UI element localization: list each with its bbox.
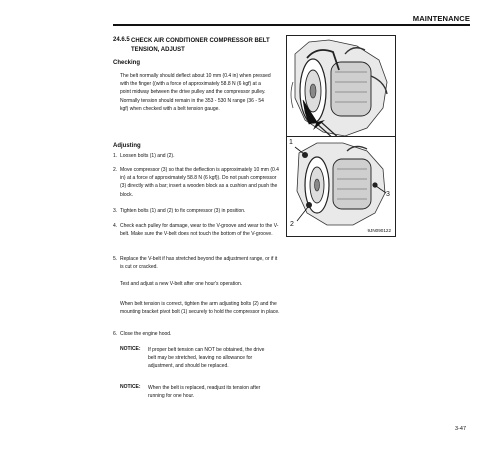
- adjusting-heading: Adjusting: [113, 143, 141, 149]
- page-number: 3-47: [455, 426, 467, 432]
- callout-label: 2: [290, 221, 294, 228]
- checking-text: The belt normally should deflect about 10 mm (0.4 in) when pressed with the finger ((with a force of approximately 58.8 N (6 kgf) at a point midway between the drive pulley and the compressor pulley. Normally tension should remain in the 353 - 530 N range (36 - 54 kgf) when checked with a belt tension gauge.: [120, 73, 271, 112]
- checking-heading: Checking: [113, 60, 141, 66]
- step-number: 2.: [113, 167, 118, 173]
- step-number: 3.: [113, 208, 118, 214]
- header-title: MAINTENANCE: [412, 14, 470, 23]
- step-text: Tighten bolts (1) and (2) to fix compressor (3) in position.: [120, 208, 246, 214]
- step-text: Loosen bolts (1) and (2).: [120, 153, 175, 159]
- step-note-text: Test and adjust a new V-belt after one hour's operation.: [120, 281, 243, 287]
- step-number: 6.: [113, 331, 118, 337]
- notice-label: NOTICE:: [120, 384, 141, 390]
- step-number: 4.: [113, 223, 118, 229]
- step-text: Close the engine hood.: [120, 331, 172, 337]
- notice-text: When the belt is replaced, readjust its tension after running for one hour.: [148, 385, 261, 400]
- step-text: Replace the V-belt if has stretched beyond the adjustment range, or if it is cut or cracked.: [120, 256, 278, 271]
- step-number: 1.: [113, 153, 118, 159]
- step-note-text: When belt tension is correct, tighten the arm adjusting bolts (2) and the mounting bracket pivot bolt (1) securely to hold the compressor in place.: [120, 301, 280, 316]
- compressor-illustration: [287, 36, 395, 144]
- notice-label: NOTICE:: [120, 346, 141, 352]
- header-rule: [113, 24, 470, 26]
- step-text: Check each pulley for damage, wear to the V-groove and wear to the V-belt. Make sure the V-belt does not touch the bottom of the V-groove.: [120, 223, 279, 238]
- callout-label: 3: [386, 191, 390, 198]
- section-number: 24.6.5: [113, 37, 130, 43]
- section-title: CHECK AIR CONDITIONER COMPRESSOR BELT TENSION, ADJUST: [131, 38, 270, 53]
- figure-compressor-belt: [286, 35, 396, 145]
- step-number: 5.: [113, 256, 118, 262]
- compressor-bolts-illustration: [287, 137, 395, 236]
- notice-text: If proper belt tension can NOT be obtained, the drive belt may be stretched, leaving no allowance for adjustment, and should be replaced.: [148, 347, 265, 370]
- figure-compressor-bolts: [286, 136, 396, 237]
- figure-code: 9JN090122: [367, 228, 391, 233]
- step-text: Move compressor (3) so that the deflection is approximately 10 mm (0.4 in) at a force of approximately 58.8 N (6 kgf)). Do not push compressor (3) directly with a bar; insert a wooden block as a cushion and push the block.: [120, 167, 279, 198]
- callout-label: 1: [289, 139, 293, 146]
